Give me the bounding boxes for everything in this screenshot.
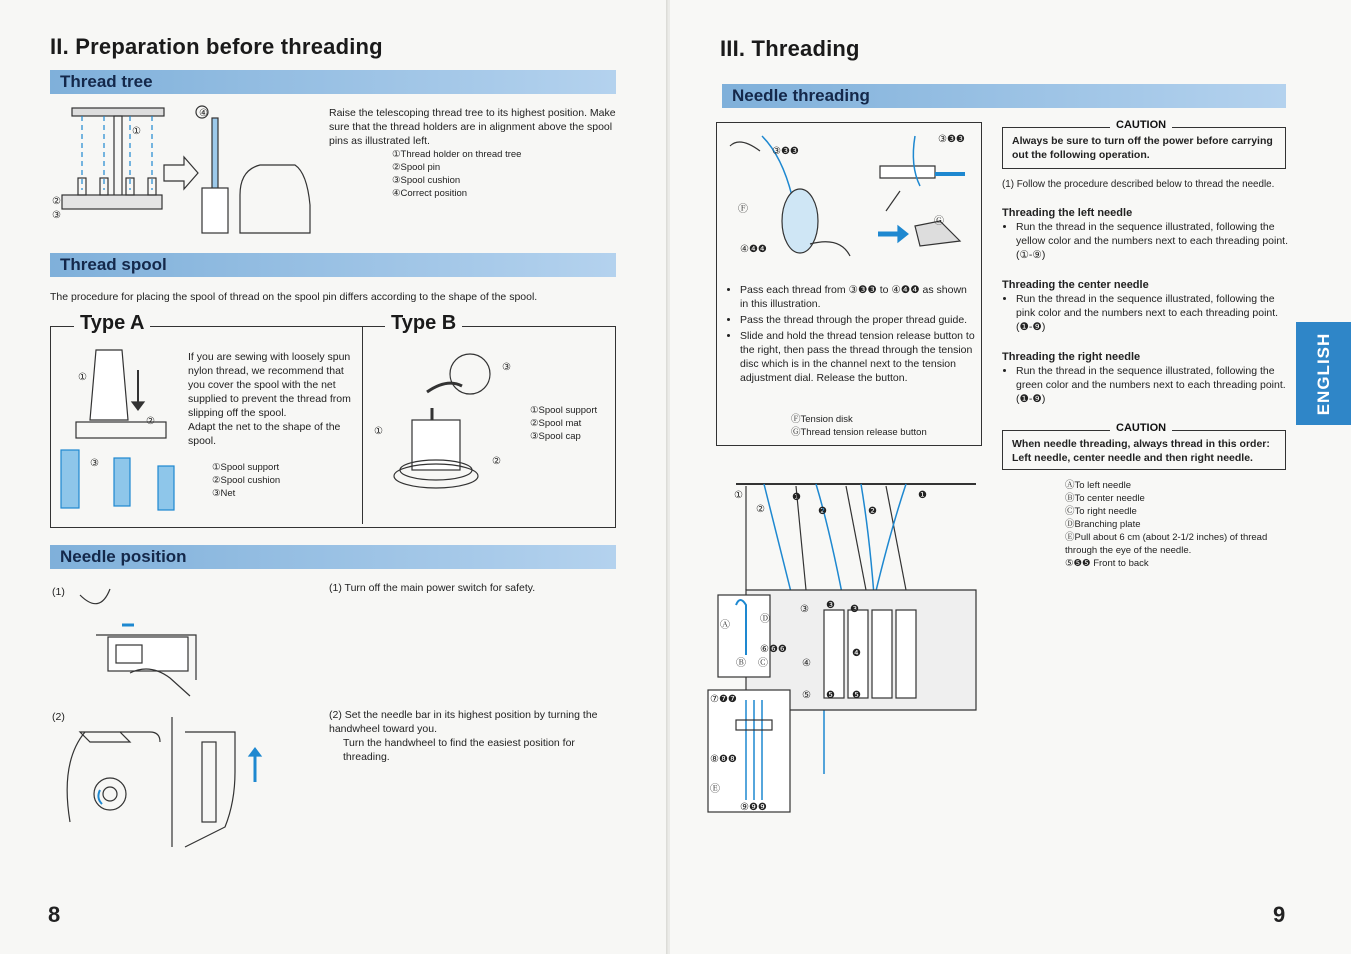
step1-label: (1) bbox=[52, 586, 65, 598]
legend-item: ⒹBranching plate bbox=[1065, 519, 1141, 530]
overlock-machine-illustration bbox=[706, 470, 986, 815]
page-title: III. Threading bbox=[720, 36, 860, 61]
center-needle-heading: Threading the center needle bbox=[1002, 279, 1149, 291]
svg-text:①: ① bbox=[78, 372, 87, 383]
center-needle-text: • Run the thread in the sequence illustrated, following the pink color and the numbers next to each threading point. (❶-❾) bbox=[1016, 292, 1292, 334]
machine-label: ④ bbox=[802, 658, 811, 669]
section-bar-needle-threading: Needle threading bbox=[722, 84, 1286, 108]
machine-label: ❶ bbox=[792, 492, 801, 503]
right-needle-heading: Threading the right needle bbox=[1002, 351, 1141, 363]
fig-label: ① bbox=[132, 126, 141, 137]
legend-item: ④Correct position bbox=[392, 188, 468, 199]
machine-label: Ⓓ bbox=[760, 614, 770, 625]
type-a-paragraph: If you are sewing with loosely spun nylon thread, we recommend that you cover the spool with the net supplied to prevent the thread from slipping off the spool. bbox=[188, 351, 351, 419]
page-title: II. Preparation before threading bbox=[50, 34, 383, 59]
step2-paragraph: (2) Set the needle bar in its highest position by turning the handwheel toward you. bbox=[329, 709, 598, 735]
center-needle-section bbox=[1002, 278, 1292, 336]
svg-text:②: ② bbox=[146, 416, 155, 427]
legend-item: ⒸTo right needle bbox=[1065, 506, 1137, 517]
step-intro: (1) Follow the procedure described below to thread the needle. bbox=[1002, 179, 1275, 190]
right-page bbox=[670, 0, 1351, 954]
right-needle-section bbox=[1002, 350, 1292, 408]
left-page bbox=[0, 0, 668, 954]
language-tab-label: ENGLISH bbox=[1313, 332, 1333, 415]
machine-label: ❸ bbox=[850, 604, 859, 615]
step2-label: (2) bbox=[52, 711, 65, 723]
legend-item: ①Spool support bbox=[212, 462, 280, 473]
legend-item: ③Spool cap bbox=[530, 431, 581, 442]
machine-label: ❷ bbox=[818, 506, 827, 517]
machine-label: ⑧❽❽ bbox=[710, 754, 737, 765]
type-a-legend bbox=[212, 461, 352, 500]
machine-label: ⑥❻❻ bbox=[760, 644, 787, 655]
svg-text:③: ③ bbox=[502, 362, 511, 373]
fig-label: ③ bbox=[52, 210, 61, 221]
tension-legend bbox=[791, 413, 981, 439]
svg-text:①: ① bbox=[374, 426, 383, 437]
legend-item: ⒺPull about 6 cm (about 2-1/2 inches) of thread through the eye of the needle. bbox=[1065, 532, 1268, 556]
machine-label: ❸ bbox=[826, 600, 835, 611]
type-b-illustration bbox=[372, 348, 522, 513]
handwheel-illustration bbox=[60, 712, 280, 852]
tension-disk-illustration bbox=[720, 126, 980, 271]
power-switch-illustration bbox=[70, 585, 210, 690]
svg-text:③: ③ bbox=[90, 458, 99, 469]
fig-label: ② bbox=[52, 196, 61, 207]
machine-label: ① bbox=[734, 490, 743, 501]
machine-label: ❷ bbox=[868, 506, 877, 517]
legend-item: ③Spool cushion bbox=[392, 175, 461, 186]
machine-label: Ⓑ bbox=[736, 658, 746, 669]
fig-label: Ⓕ bbox=[738, 204, 748, 215]
thread-tree-illustration bbox=[52, 100, 312, 235]
fig-label: ③❸❸ bbox=[772, 146, 799, 157]
machine-label: ⑨❾❾ bbox=[740, 802, 767, 813]
legend-item: ⒼThread tension release button bbox=[791, 427, 927, 438]
caution-text-1: Always be sure to turn off the power before carrying out the following operation. bbox=[1012, 135, 1273, 161]
machine-label: ⑤ bbox=[802, 690, 811, 701]
legend-item: ②Spool pin bbox=[392, 162, 441, 173]
left-needle-heading: Threading the left needle bbox=[1002, 207, 1133, 219]
right-needle-text: • Run the thread in the sequence illustrated, following the green color and the numbers next to each threading point. (❶-❾) bbox=[1016, 364, 1292, 406]
step1-text: (1) Turn off the main power switch for safety. bbox=[329, 582, 536, 594]
legend-item: ⒶTo left needle bbox=[1065, 480, 1132, 491]
machine-label: ③ bbox=[800, 604, 809, 615]
bullet-item: • Slide and hold the thread tension release button to the right, then pass the thread through the tension disc which is in the channel next to the tension adjustment dial. Release the button. bbox=[740, 329, 976, 385]
machine-label: Ⓔ bbox=[710, 784, 720, 795]
type-a-illustration bbox=[56, 340, 184, 520]
legend-item: ⒷTo center needle bbox=[1065, 493, 1145, 504]
machine-legend bbox=[1065, 479, 1290, 570]
bullet-item: • Pass each thread from ③❸❸ to ④❹❹ as shown in this illustration. bbox=[740, 283, 976, 311]
section-bar-needle-position: Needle position bbox=[50, 545, 616, 569]
type-b-heading: Type B bbox=[385, 312, 462, 335]
fig-label: ④❹❹ bbox=[740, 244, 767, 255]
legend-item: ⑤❺❺ Front to back bbox=[1065, 558, 1149, 569]
section-bar-thread-spool: Thread spool bbox=[50, 253, 616, 277]
bullet-item: • Pass the thread through the proper thread guide. bbox=[740, 313, 976, 327]
caution-title-1: CAUTION bbox=[1110, 119, 1172, 131]
caution-text-2: When needle threading, always thread in this order: Left needle, center needle and then right needle. bbox=[1012, 438, 1270, 464]
divider bbox=[362, 326, 363, 524]
type-a-heading: Type A bbox=[74, 312, 150, 335]
thread-tree-text: Raise the telescoping thread tree to its highest position. Make sure that the thread holders are in alignment above the spool pins as illustrated left. bbox=[329, 107, 616, 147]
legend-item: ⒻTension disk bbox=[791, 414, 853, 425]
left-needle-section bbox=[1002, 206, 1292, 264]
machine-label: Ⓐ bbox=[720, 620, 730, 631]
machine-label: ② bbox=[756, 504, 765, 515]
fig-label: ③❸❸ bbox=[938, 134, 965, 145]
left-needle-text: • Run the thread in the sequence illustrated, following the yellow color and the numbers next to each threading point. (①-⑨) bbox=[1016, 220, 1292, 262]
caution-title-2: CAUTION bbox=[1110, 422, 1172, 434]
type-b-legend bbox=[530, 404, 620, 443]
section-bar-thread-tree: Thread tree bbox=[50, 70, 616, 94]
needle-threading-bullets bbox=[726, 283, 976, 387]
legend-item: ②Spool cushion bbox=[212, 475, 281, 486]
type-a-paragraph-2: Adapt the net to the shape of the spool. bbox=[188, 421, 341, 447]
legend-item: ③Net bbox=[212, 488, 236, 499]
fig-label: Ⓖ bbox=[934, 216, 944, 227]
fig-label: ④ bbox=[199, 108, 208, 119]
machine-label: Ⓒ bbox=[758, 658, 768, 669]
page-number: 9 bbox=[1273, 902, 1286, 927]
language-tab bbox=[1296, 322, 1351, 425]
type-a-text bbox=[188, 350, 354, 448]
machine-label: ❶ bbox=[918, 490, 927, 501]
machine-label: ❺ bbox=[852, 690, 861, 701]
machine-label: ⑦❼❼ bbox=[710, 694, 737, 705]
step2-text bbox=[329, 708, 617, 764]
legend-item: ①Thread holder on thread tree bbox=[392, 149, 522, 160]
svg-text:②: ② bbox=[492, 456, 501, 467]
thread-spool-intro: The procedure for placing the spool of thread on the spool pin differs according to the shape of the spool. bbox=[50, 291, 538, 303]
machine-label: ❹ bbox=[852, 648, 861, 659]
page-number: 8 bbox=[48, 902, 61, 927]
thread-tree-legend bbox=[392, 148, 612, 200]
legend-item: ②Spool mat bbox=[530, 418, 582, 429]
legend-item: ①Spool support bbox=[530, 405, 598, 416]
machine-label: ❺ bbox=[826, 690, 835, 701]
step2-paragraph-2: Turn the handwheel to find the easiest position for threading. bbox=[343, 737, 575, 763]
